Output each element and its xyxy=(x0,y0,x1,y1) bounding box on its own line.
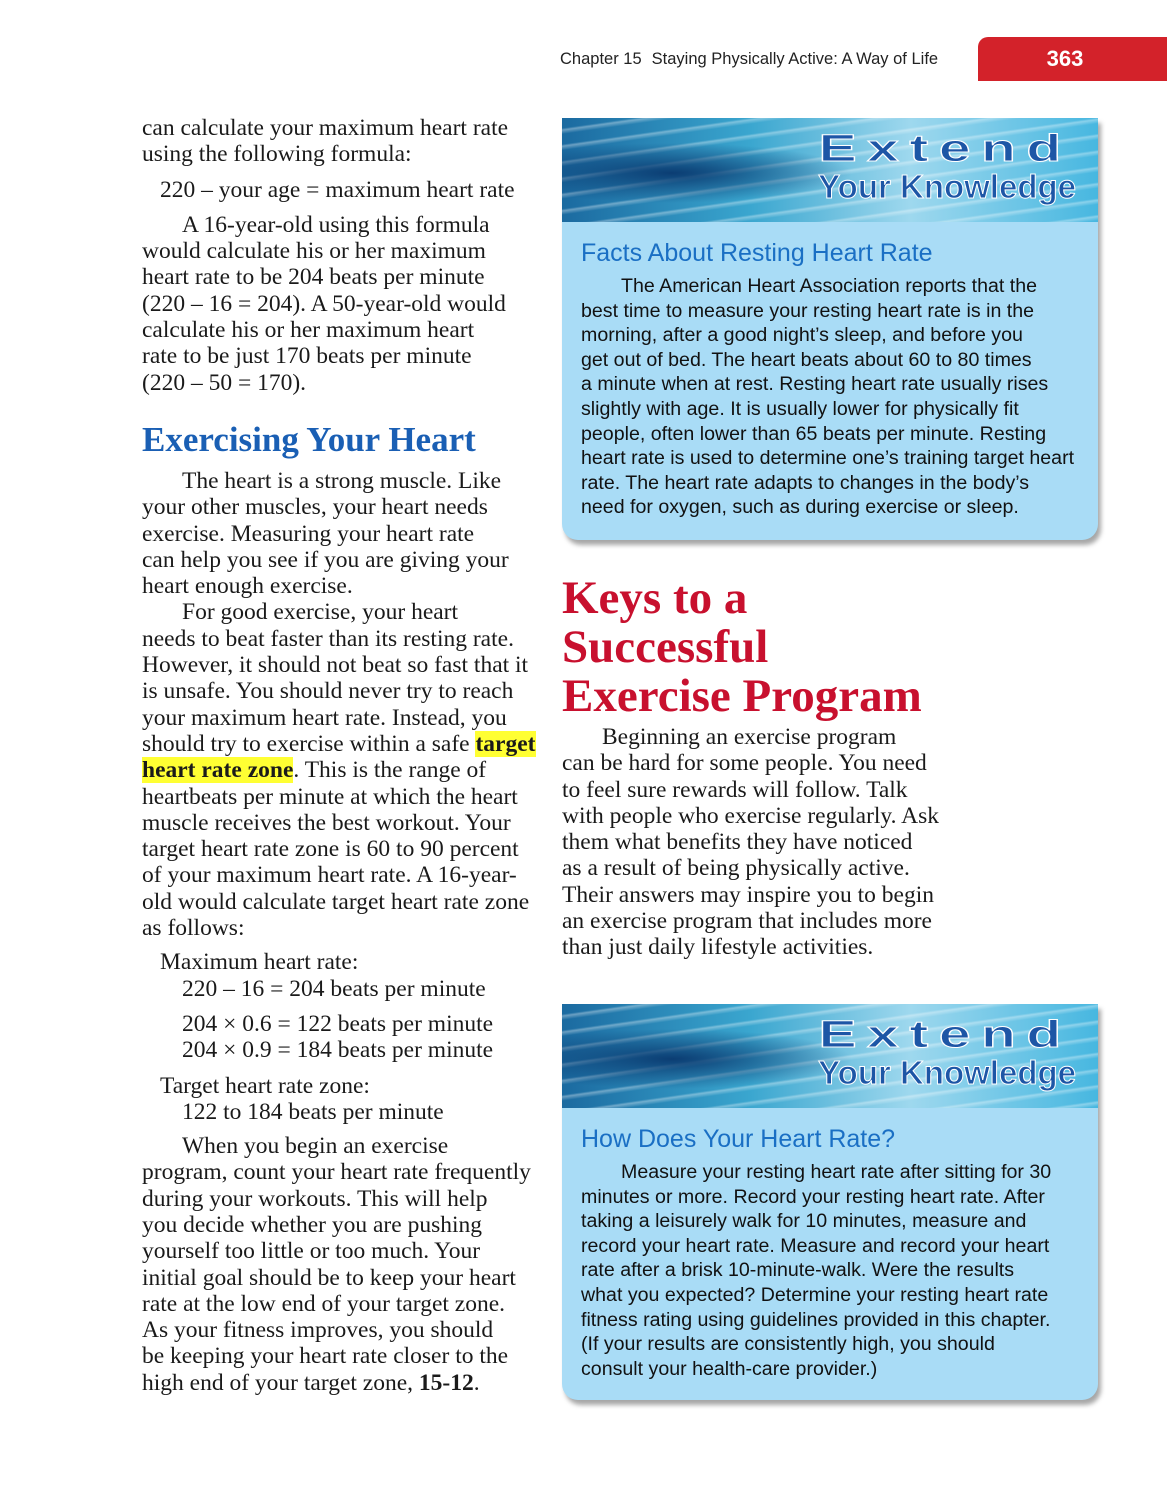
text-line: you decide whether you are pushing xyxy=(142,1211,482,1238)
text-line: For good exercise, your heart xyxy=(182,599,459,626)
formula: 220 – your age = maximum heart rate xyxy=(160,176,515,203)
calc-label: Target heart rate zone: xyxy=(160,1072,370,1099)
extend-knowledge-box xyxy=(562,118,1098,540)
extend-knowledge-banner xyxy=(562,1004,1098,1108)
calc-equation: 204 × 0.6 = 122 beats per minute xyxy=(182,1010,494,1037)
text-line: get out of bed. The heart beats about 60 to 80 times xyxy=(581,348,1032,371)
text-line: as a result of being physically active. xyxy=(562,855,910,882)
text-line: rate to be just 170 beats per minute xyxy=(142,343,472,370)
text-line: consult your health-care provider.) xyxy=(581,1357,878,1380)
text-line: As your fitness improves, you should xyxy=(142,1317,494,1344)
text-line: (220 – 16 = 204). A 50-year-old would xyxy=(142,290,506,317)
calc-label: Maximum heart rate: xyxy=(160,949,359,976)
section-heading-red xyxy=(562,574,922,721)
text-line: rate after a brisk 10-minute-walk. Were the results xyxy=(581,1259,1015,1282)
text-line: heartbeats per minute at which the heart xyxy=(142,783,518,810)
text-line: an exercise program that includes more xyxy=(562,908,932,935)
calc-equation: 220 – 16 = 204 beats per minute xyxy=(182,975,486,1002)
text-line: exercise. Measuring your heart rate xyxy=(142,520,475,547)
text-line: A 16-year-old using this formula xyxy=(182,211,490,238)
text-line: your maximum heart rate. Instead, you xyxy=(142,704,507,731)
text-line: of your maximum heart rate. A 16-year- xyxy=(142,862,517,889)
text-line: heart rate to be 204 beats per minute xyxy=(142,264,485,291)
box-title: Facts About Resting Heart Rate xyxy=(581,239,933,267)
text-line: Measure your resting heart rate after sitting for 30 xyxy=(621,1161,1052,1183)
text-line: is unsafe. You should never try to reach xyxy=(142,678,514,705)
text-line: can calculate your maximum heart rate xyxy=(142,115,509,141)
text-line: rate. The heart rate adapts to changes in the body’s xyxy=(581,471,1030,494)
running-header xyxy=(560,50,938,69)
calculation-block xyxy=(142,949,542,1125)
text-line: people, often lower than 65 beats per minute. Resting xyxy=(581,422,1047,445)
paragraph xyxy=(142,468,542,599)
text-segment: should try to exercise within a safe xyxy=(142,730,476,757)
banner-title: Extend xyxy=(818,128,1072,170)
text-line: would calculate his or her maximum xyxy=(142,238,486,265)
text-segment: . This is the range of xyxy=(293,757,487,784)
chapter-title: Staying Physically Active: A Way of Life xyxy=(651,50,939,68)
paragraph xyxy=(142,115,542,168)
text-line: initial goal should be to keep your heart xyxy=(142,1264,516,1291)
left-column xyxy=(142,115,542,1396)
text-line: yourself too little or too much. Your xyxy=(142,1238,481,1265)
text-line: Successful xyxy=(562,621,769,673)
text-line: during your workouts. This will help xyxy=(142,1185,488,1212)
box-title: How Does Your Heart Rate? xyxy=(581,1125,896,1153)
text-line: The heart is a strong muscle. Like xyxy=(182,467,502,494)
text-line: (220 – 50 = 170). xyxy=(142,369,307,396)
text-line: your other muscles, your heart needs xyxy=(142,494,488,521)
text-line: calculate his or her maximum heart xyxy=(142,317,475,344)
text-line: with people who exercise regularly. Ask xyxy=(562,802,939,829)
text-line xyxy=(142,757,542,783)
text-line: them what benefits they have noticed xyxy=(562,829,913,856)
calc-equation: 122 to 184 beats per minute xyxy=(182,1098,444,1125)
text-line: morning, after a good night’s sleep, and before you xyxy=(581,324,1023,347)
text-line: (If your results are consistently high, you should xyxy=(581,1333,995,1356)
banner-title: Extend xyxy=(818,1014,1072,1056)
text-line: target heart rate zone is 60 to 90 percent xyxy=(142,836,519,863)
text-line: program, count your heart rate frequently xyxy=(142,1159,531,1186)
text-line: can be hard for some people. You need xyxy=(562,750,927,777)
text-line: using the following formula: xyxy=(142,141,412,168)
text-line xyxy=(142,1370,542,1396)
paragraph xyxy=(142,599,542,941)
banner-subtitle: Your Knowledge xyxy=(818,1054,1076,1091)
text-line: be keeping your heart rate closer to the xyxy=(142,1343,509,1370)
text-segment: . xyxy=(473,1369,480,1396)
text-line: taking a leisurely walk for 10 minutes, measure and xyxy=(581,1210,1027,1233)
paragraph xyxy=(562,724,982,961)
text-line: needs to beat faster than its resting rate. xyxy=(142,625,514,652)
text-line: Their answers may inspire you to begin xyxy=(562,881,934,908)
text-line xyxy=(142,731,542,757)
text-line: The American Heart Association reports that the xyxy=(621,275,1038,297)
highlighted-term: target xyxy=(475,730,536,757)
paragraph xyxy=(142,212,542,396)
right-column xyxy=(562,724,982,961)
chapter-number: Chapter 15 xyxy=(560,50,642,68)
text-line: a minute when at rest. Resting heart rate usually rises xyxy=(581,373,1049,396)
text-line: rate at the low end of your target zone. xyxy=(142,1290,506,1317)
text-line: heart enough exercise. xyxy=(142,573,353,600)
text-line: what you expected? Determine your resting heart rate xyxy=(581,1283,1049,1306)
text-line: best time to measure your resting heart rate is in the xyxy=(581,299,1035,322)
extend-knowledge-banner xyxy=(562,118,1098,222)
extend-knowledge-box xyxy=(562,1004,1098,1400)
box-body xyxy=(581,274,1098,520)
text-line: need for oxygen, such as during exercise or sleep. xyxy=(581,496,1019,519)
text-line: Exercise Program xyxy=(562,670,922,722)
text-line: heart rate is used to determine one’s training target heart xyxy=(581,447,1075,470)
text-line: to feel sure rewards will follow. Talk xyxy=(562,776,908,803)
text-line: Beginning an exercise program xyxy=(602,724,897,750)
text-line: can help you see if you are giving your xyxy=(142,546,509,573)
text-line: record your heart rate. Measure and record your heart xyxy=(581,1234,1050,1257)
page-number-tab xyxy=(978,37,1167,81)
text-line: muscle receives the best workout. Your xyxy=(142,809,511,836)
banner-subtitle: Your Knowledge xyxy=(818,168,1076,205)
calc-equation: 204 × 0.9 = 184 beats per minute xyxy=(182,1037,494,1064)
text-segment: high end of your target zone, xyxy=(142,1369,419,1396)
section-heading: Exercising Your Heart xyxy=(142,419,476,459)
box-body xyxy=(581,1160,1098,1381)
text-line: However, it should not beat so fast that it xyxy=(142,652,529,679)
text-line: slightly with age. It is usually lower for physically fit xyxy=(581,397,1019,420)
text-line: When you begin an exercise xyxy=(182,1133,449,1160)
figure-reference: 15-12 xyxy=(418,1369,474,1396)
text-line: minutes or more. Record your resting heart rate. After xyxy=(581,1185,1045,1208)
text-line: Keys to a xyxy=(562,572,748,624)
text-line: old would calculate target heart rate zone xyxy=(142,888,530,915)
paragraph xyxy=(142,1133,542,1396)
highlighted-term: heart rate zone xyxy=(142,757,294,784)
text-line: fitness rating using guidelines provided in this chapter. xyxy=(581,1308,1051,1331)
page-number: 363 xyxy=(1046,46,1084,71)
text-line: than just daily lifestyle activities. xyxy=(562,934,874,961)
text-line: as follows: xyxy=(142,915,245,942)
